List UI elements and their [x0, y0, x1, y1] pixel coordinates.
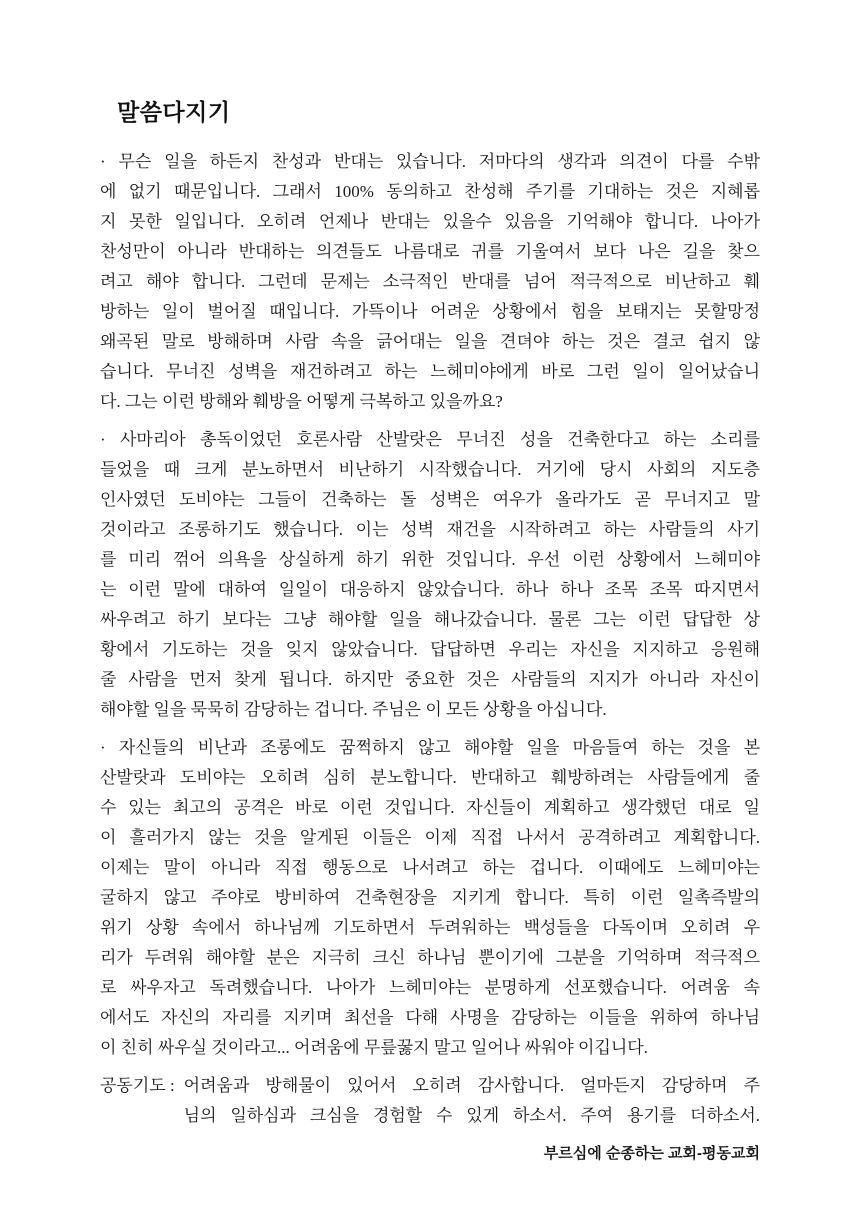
text-line: 지 못한 일입니다. 오히려 언제나 반대는 있을수 있음을 기억해야 합니다. 나아가: [100, 212, 760, 231]
text-line: 에 없기 때문입니다. 그래서 100% 동의하고 찬성해 주기를 기대하는 것은 지혜롭: [100, 182, 760, 201]
text-line: 리가 두려워 해야할 분은 지극히 크신 하나님 뿐이기에 그분을 기억하며 적극적으: [100, 948, 760, 967]
text-line: 로 싸우자고 독려했습니다. 나아가 느헤미야는 분명하게 선포했습니다. 어려움 속: [100, 978, 760, 997]
text-line: · 무슨 일을 하든지 찬성과 반대는 있습니다. 저마다의 생각과 의견이 다를 수밖: [100, 152, 760, 171]
paragraph: [100, 425, 760, 725]
text-line: 수 있는 최고의 공격은 바로 이런 것입니다. 자신들이 계획하고 생각했던 대로 일: [100, 798, 760, 817]
text-line: 방하는 일이 벌어질 때입니다. 가뜩이나 어려운 상황에서 힘을 보태지는 못할망정: [100, 302, 760, 321]
text-line: 이 친히 싸우실 것이라고... 어려움에 무릎꿇지 말고 일어나 싸워야 이깁니다.: [100, 1038, 648, 1057]
text-line: 려고 해야 합니다. 그런데 문제는 소극적인 반대를 넘어 적극적으로 비난하고 훼: [100, 272, 760, 291]
text-line: 줄 사람을 먼저 찾게 됩니다. 하지만 중요한 것은 사람들의 지지가 아니라 자신이: [100, 670, 760, 689]
paragraph: [100, 147, 760, 417]
text-line: 를 미리 꺾어 의욕을 상실하게 하기 위한 것입니다. 우선 이런 상황에서 느헤미야: [100, 550, 760, 569]
text-line: 굴하지 않고 주야로 방비하여 건축현장을 지키게 합니다. 특히 이런 일촉즉발의: [100, 888, 760, 907]
text-line: 에서도 자신의 자리를 지키며 최선을 다해 사명을 감당하는 이들을 위하여 하나님: [100, 1008, 760, 1027]
text-line: · 사마리아 총독이었던 호론사람 산발랏은 무너진 성을 건축한다고 하는 소리를: [100, 430, 760, 449]
text-line: 어려움과 방해물이 있어서 오히려 감사합니다. 얼마든지 감당하며 주: [183, 1076, 760, 1095]
text-line: 는 이런 말에 대하여 일일이 대응하지 않았습니다. 하나 하나 조목 조목 따지면서: [100, 580, 760, 599]
text-line: 이제는 말이 아니라 직접 행동으로 나서려고 하는 겁니다. 이때에도 느헤미야는: [100, 858, 760, 877]
text-line: 다. 그는 이런 방해와 훼방을 어떻게 극복하고 있을까요?: [100, 392, 503, 411]
paragraph: [100, 733, 760, 1063]
page-title: 말씀다지기: [117, 99, 231, 125]
prayer-text: [184, 1071, 760, 1131]
communal-prayer: [100, 1071, 760, 1131]
text-line: · 자신들의 비난과 조롱에도 꿈쩍하지 않고 해야할 일을 마음들여 하는 것을 본: [100, 738, 760, 757]
text-line: 습니다. 무너진 성벽을 재건하려고 하는 느헤미야에게 바로 그런 일이 일어났습니: [100, 362, 760, 381]
text-line: 님의 일하심과 크심을 경험할 수 있게 하소서. 주여 용기를 더하소서.: [183, 1106, 760, 1125]
text-line: 들었을 때 크게 분노하면서 비난하기 시작했습니다. 거기에 당시 사회의 지도층: [100, 460, 760, 479]
text-line: 찬성만이 아니라 반대하는 의견들도 나름대로 귀를 기울여서 보다 나은 길을 찾으: [100, 242, 760, 261]
text-line: 황에서 기도하는 것을 잊지 않았습니다. 답답하면 우리는 자신을 지지하고 응원해: [100, 640, 760, 659]
text-line: 것이라고 조롱하기도 했습니다. 이는 성벽 재건을 시작하려고 하는 사람들의 사기: [100, 520, 760, 539]
prayer-label: 공동기도 :: [100, 1076, 175, 1095]
body-paragraphs: [100, 147, 760, 1063]
text-line: 인사였던 도비야는 그들이 건축하는 돌 성벽은 여우가 올라가도 곧 무너지고 말: [100, 490, 760, 509]
text-line: 산발랏과 도비야는 오히려 심히 분노합니다. 반대하고 훼방하려는 사람들에게 줄: [100, 768, 760, 787]
text-line: 싸우려고 하기 보다는 그냥 해야할 일을 해나갔습니다. 물론 그는 이런 답답한 상: [100, 610, 760, 629]
text-line: 위기 상황 속에서 하나님께 기도하면서 두려워하는 백성들을 다독이며 오히려 우: [100, 918, 760, 937]
footer-church-name: 부르심에 순종하는 교회-평동교회: [543, 1145, 760, 1162]
text-line: 이 흘러가지 않는 것을 알게된 이들은 이제 직접 나서서 공격하려고 계획합니다.: [100, 828, 760, 847]
text-line: 왜곡된 말로 방해하며 사람 속을 긁어대는 일을 견뎌야 하는 것은 결코 쉽지 않: [100, 332, 760, 351]
text-line: 해야할 일을 묵묵히 감당하는 겁니다. 주님은 이 모든 상황을 아십니다.: [100, 700, 607, 719]
